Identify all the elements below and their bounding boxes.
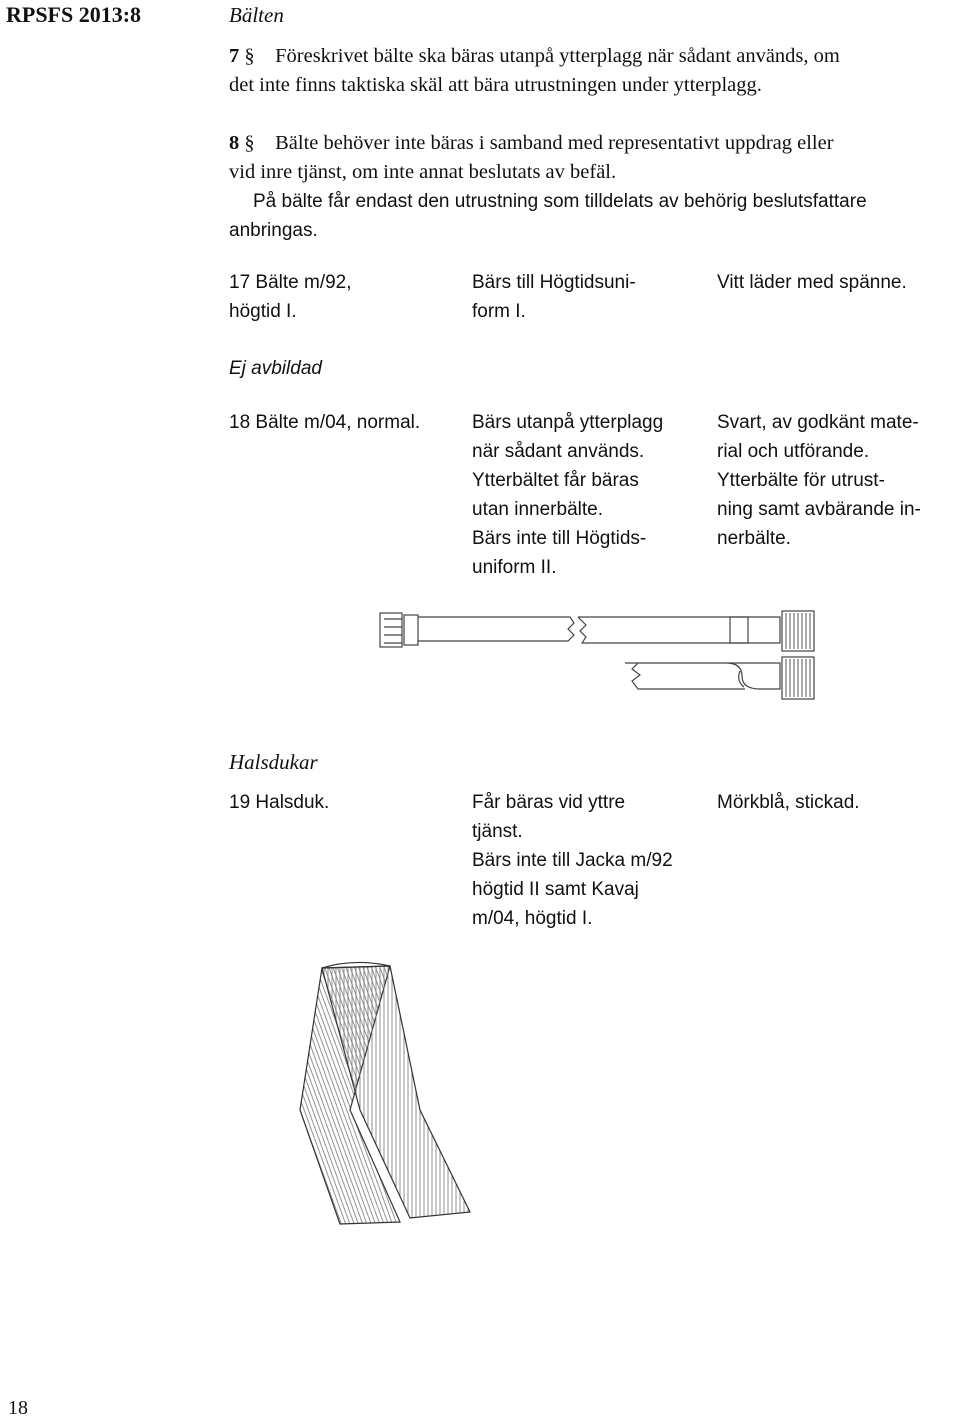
item-line: utan innerbälte. bbox=[472, 499, 603, 520]
paragraph-text: det inte finns taktiska skäl att bära utrustningen under ytterplagg. bbox=[229, 74, 762, 96]
item-18-name bbox=[229, 408, 464, 437]
page-number: 18 bbox=[8, 1397, 28, 1419]
item-17-name bbox=[229, 268, 464, 326]
item-17-usage bbox=[472, 268, 707, 326]
section-symbol: § bbox=[244, 132, 255, 154]
section-title-belts: Bälten bbox=[229, 3, 284, 27]
item-18-usage bbox=[472, 408, 707, 582]
item-line: rial och utförande. bbox=[717, 441, 870, 462]
item-line: Bärs till Högtidsuni- bbox=[472, 272, 636, 293]
item-line: när sådant används. bbox=[472, 441, 645, 462]
not-shown-note: Ej avbildad bbox=[229, 358, 322, 379]
item-17-description bbox=[717, 268, 957, 297]
item-line: Ytterbältet får bäras bbox=[472, 470, 639, 491]
item-19-name bbox=[229, 788, 464, 817]
item-line: form I. bbox=[472, 301, 526, 322]
paragraph-7 bbox=[229, 42, 959, 100]
item-line: Bärs inte till Jacka m/92 bbox=[472, 850, 673, 871]
item-line: nerbälte. bbox=[717, 528, 791, 549]
item-line: Bärs inte till Högtids- bbox=[472, 528, 647, 549]
item-line: 18 Bälte m/04, normal. bbox=[229, 412, 421, 433]
item-line: Svart, av godkänt mate- bbox=[717, 412, 919, 433]
item-line: Mörkblå, stickad. bbox=[717, 792, 860, 813]
paragraph-text: Bälte behöver inte bäras i samband med representativt uppdrag eller bbox=[275, 132, 834, 154]
belt-illustration-icon bbox=[370, 605, 830, 710]
paragraph-8 bbox=[229, 129, 959, 245]
item-19-description bbox=[717, 788, 957, 817]
scarf-illustration-icon bbox=[290, 960, 490, 1230]
item-line: Får bäras vid yttre bbox=[472, 792, 626, 813]
item-line: 19 Halsduk. bbox=[229, 792, 330, 813]
paragraph-number: 7 bbox=[229, 45, 240, 67]
item-18-description bbox=[717, 408, 957, 553]
section-title-scarves: Halsdukar bbox=[229, 750, 318, 774]
item-line: ning samt avbärande in- bbox=[717, 499, 921, 520]
section-symbol: § bbox=[244, 45, 255, 67]
item-line: tjänst. bbox=[472, 821, 523, 842]
item-line: högtid I. bbox=[229, 301, 297, 322]
item-line: Ytterbälte för utrust- bbox=[717, 470, 885, 491]
item-line: högtid II samt Kavaj bbox=[472, 879, 639, 900]
paragraph-text: vid inre tjänst, om inte annat beslutats av befäl. bbox=[229, 161, 617, 183]
item-line: Bärs utanpå ytterplagg bbox=[472, 412, 664, 433]
paragraph-text: På bälte får endast den utrustning som tilldelats av behörig beslutsfattare bbox=[253, 191, 867, 212]
item-line: 17 Bälte m/92, bbox=[229, 272, 352, 293]
paragraph-number: 8 bbox=[229, 132, 240, 154]
item-19-usage bbox=[472, 788, 707, 933]
item-line: Vitt läder med spänne. bbox=[717, 272, 907, 293]
item-line: m/04, högtid I. bbox=[472, 908, 593, 929]
paragraph-text: anbringas. bbox=[229, 220, 318, 241]
item-line: uniform II. bbox=[472, 557, 557, 578]
paragraph-text: Föreskrivet bälte ska bäras utanpå ytterplagg när sådant används, om bbox=[275, 45, 840, 67]
document-id: RPSFS 2013:8 bbox=[6, 2, 142, 27]
